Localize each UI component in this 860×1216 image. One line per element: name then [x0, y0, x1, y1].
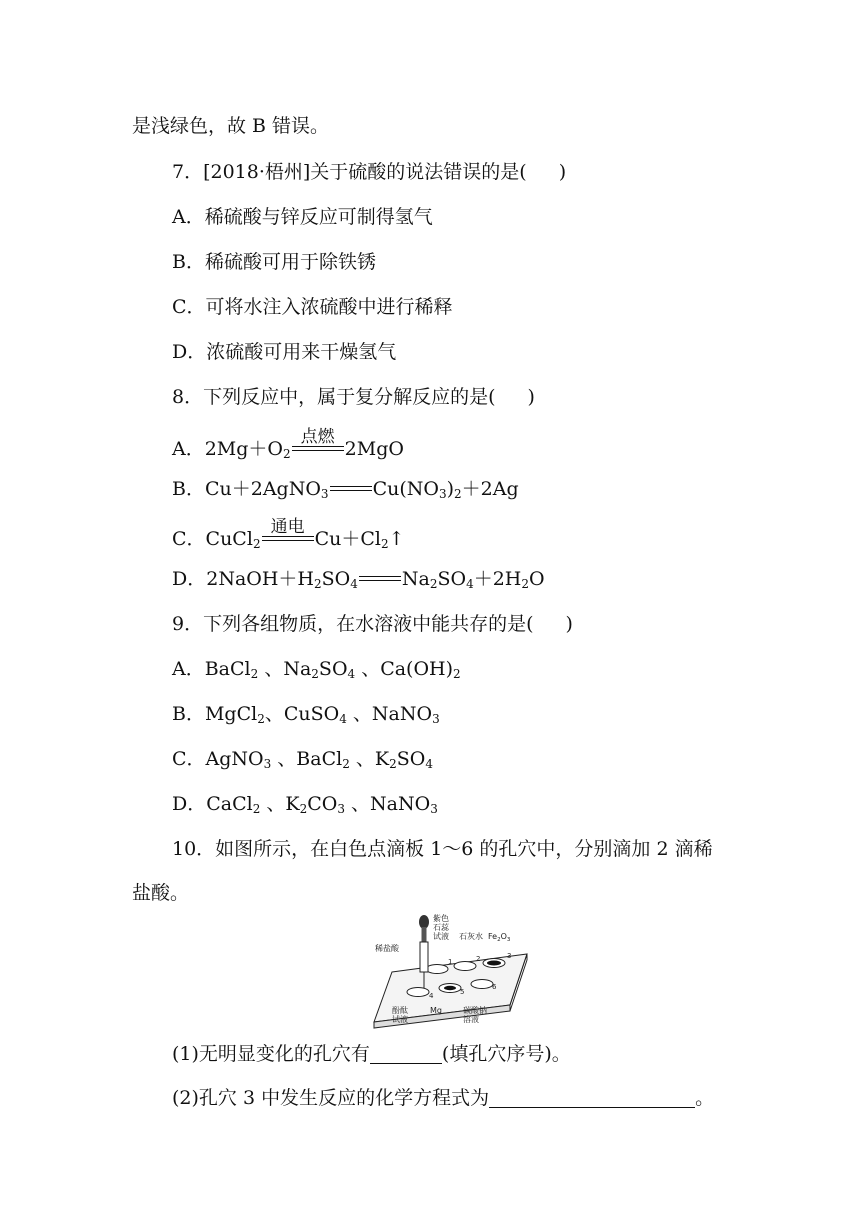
svg-text:4: 4	[429, 992, 434, 1000]
mg-label: Mg	[430, 1006, 442, 1015]
svg-text:3: 3	[507, 952, 512, 960]
question-9: 9．下列各组物质，在水溶液中能共存的是( )	[172, 613, 573, 635]
reaction-condition: 通电	[262, 527, 314, 549]
q8-option-b: B．Cu＋2AgNO$_3$ $Cu(NO_3)_2+2Ag$	[172, 478, 519, 501]
answer-blank-2[interactable]	[489, 1087, 695, 1108]
q8-option-d: D．$2NaOH+H_2SO_4$ $Na_2SO_4+2H_2O$	[172, 568, 545, 591]
continuation-line: 是浅绿色，故 B 错误。	[132, 115, 330, 137]
question-10: 10．如图所示，在白色点滴板 1～6 的孔穴中，分别滴加 2 滴稀	[172, 838, 713, 860]
hole-4	[407, 988, 429, 997]
hole-1	[426, 965, 448, 974]
hole-2	[454, 962, 476, 971]
hole-6	[471, 980, 493, 989]
svg-text:紫色: 紫色	[433, 914, 449, 923]
q7-option-d: D．浓硫酸可用来干燥氢气	[172, 341, 397, 363]
svg-text:Fe2O3: $Fe_2O_3$	[488, 932, 511, 943]
sodium-carbonate-label	[463, 1005, 487, 1024]
equals-sign	[330, 477, 372, 499]
phenolphthalein-label	[392, 1005, 408, 1024]
svg-text:5: 5	[460, 988, 465, 996]
svg-text:2: 2	[476, 955, 481, 963]
svg-text:碳酸钠: 碳酸钠	[463, 1006, 487, 1015]
svg-text:试液: 试液	[392, 1015, 408, 1024]
q9-option-a: A．BaCl$_2$ 、$Na_2SO_4$ 、$Ca(OH)_2$	[172, 658, 461, 681]
limewater-label: 石灰水	[459, 932, 483, 941]
question-7: 7．[2018·梧州]关于硫酸的说法错误的是( )	[172, 161, 567, 183]
svg-text:酚酞: 酚酞	[392, 1006, 408, 1015]
q8-option-c: C．CuCl$_2$ 通电 $Cu+Cl_2↑$	[172, 517, 405, 551]
q7-option-c: C．可将水注入浓硫酸中进行稀释	[172, 296, 453, 318]
q9-option-c: C．AgNO$_3$ 、BaCl$_2$ 、$K_2SO_4$	[172, 748, 433, 771]
question-8: 8．下列反应中，属于复分解反应的是( )	[172, 386, 535, 408]
q8-option-a: A．$2Mg+O_2$ 点燃 2MgO	[172, 427, 404, 461]
reaction-condition: 点燃	[292, 437, 344, 459]
svg-text:6: 6	[492, 983, 497, 991]
q9-option-d: D．CaCl$_2$ 、$K_2CO_3$ 、NaNO$_3$	[172, 793, 438, 816]
q10-sub-2: (2)孔穴 3 中发生反应的化学方程式为 。	[172, 1087, 715, 1109]
question-10-line2: 盐酸。	[132, 882, 190, 904]
spot-plate-figure	[362, 912, 532, 1030]
gas-arrow-icon: ↑	[388, 528, 405, 550]
svg-text:石蕊: 石蕊	[433, 923, 449, 932]
acid-label: 稀盐酸	[375, 944, 399, 953]
svg-text:1: 1	[448, 958, 453, 966]
q7-option-b: B．稀硫酸可用于除铁锈	[172, 251, 376, 273]
answer-blank-1[interactable]	[370, 1043, 442, 1064]
litmus-label	[433, 913, 450, 941]
svg-text:试液: 试液	[433, 932, 449, 941]
fe2o3-label	[488, 932, 511, 943]
svg-text:溶液: 溶液	[463, 1015, 479, 1024]
equals-sign	[359, 567, 401, 589]
q9-option-b: B．MgCl$_2$、CuSO$_4$ 、NaNO$_3$	[172, 703, 440, 726]
q10-sub-1: (1)无明显变化的孔穴有 (填孔穴序号)。	[172, 1043, 571, 1065]
q7-option-a: A．稀硫酸与锌反应可制得氢气	[172, 206, 433, 228]
